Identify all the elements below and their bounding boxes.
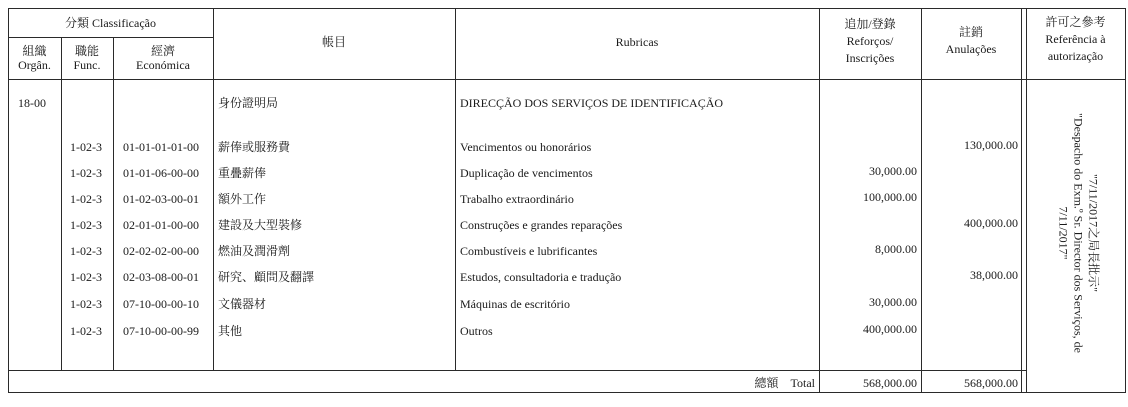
header-reinforce-pt2: Inscrições [845,51,895,65]
header-func-pt: Func. [73,58,101,72]
table-top-border [8,8,1125,9]
col-border-func [113,37,114,371]
header-organ-zh: 組織 [22,44,47,58]
row-econ: 07-10-00-00-99 [123,324,199,338]
row-portuguese: Combustíveis e lubrificantes [460,244,598,258]
header-reference-zh: 許可之參考 [1045,15,1106,29]
row-cancel: 38,000.00 [970,268,1018,282]
authorization-reference [1030,98,1126,368]
total-top-border [8,370,1026,371]
total-cancel: 568,000.00 [964,376,1018,390]
header-bottom-border [8,79,1125,80]
row-func: 1-02-3 [70,244,102,258]
col-border-cancel [1021,8,1022,393]
row-cancel: 400,000.00 [964,216,1018,230]
row-econ: 02-03-08-00-01 [123,270,199,284]
row-portuguese: Máquinas de escritório [460,297,570,311]
authorization-line-1: "7/11/2017之局長批示" [1086,173,1101,293]
header-cancel-pt: Anulações [945,42,997,56]
row-func: 1-02-3 [70,218,102,232]
row-econ: 01-01-06-00-00 [123,166,199,180]
org-code: 18-00 [18,96,46,110]
header-rubricas: Rubricas [615,35,659,49]
row-portuguese: Vencimentos ou honorários [460,140,592,154]
row-func: 1-02-3 [70,270,102,284]
org-name-portuguese: DIRECÇÃO DOS SERVIÇOS DE IDENTIFICAÇÃO [460,96,724,110]
row-func: 1-02-3 [70,192,102,206]
row-portuguese: Trabalho extraordinário [460,192,574,206]
row-func: 1-02-3 [70,324,102,338]
row-portuguese: Construções e grandes reparações [460,218,623,232]
row-econ: 02-01-01-00-00 [123,218,199,232]
row-portuguese: Outros [460,324,493,338]
row-chinese: 文儀器材 [218,297,267,311]
header-account: 帳目 [321,35,346,49]
header-reinforce-zh: 追加/登錄 [844,17,896,31]
row-reinforce: 8,000.00 [875,242,917,256]
row-reinforce: 100,000.00 [863,190,917,204]
col-border-reinforce [921,8,922,393]
row-econ: 07-10-00-00-10 [123,297,199,311]
header-organ-pt: Orgân. [18,58,51,72]
authorization-line-3: 7/11/2017" [1056,206,1071,260]
row-chinese: 研究、顧問及翻譯 [218,270,315,284]
row-chinese: 額外工作 [218,192,267,206]
header-func-zh: 職能 [74,44,99,58]
header-econ-pt: Económica [136,58,190,72]
row-chinese: 其他 [218,324,243,338]
row-econ: 01-02-03-00-01 [123,192,199,206]
row-econ: 02-02-02-00-00 [123,244,199,258]
row-chinese: 燃油及潤滑劑 [218,244,291,258]
row-econ: 01-01-01-01-00 [123,140,199,154]
total-reinforce: 568,000.00 [863,376,917,390]
header-reference-pt2: autorização [1047,49,1104,63]
authorization-text [1056,103,1101,363]
header-classification: 分類 Classificação [65,16,156,30]
classification-divider [8,37,213,38]
col-border-organ [61,37,62,371]
row-cancel: 130,000.00 [964,138,1018,152]
row-chinese: 薪俸或服務費 [218,140,291,154]
row-reinforce: 400,000.00 [863,322,917,336]
header-econ-zh: 經濟 [150,44,175,58]
row-reinforce: 30,000.00 [869,164,917,178]
org-name-chinese: 身份證明局 [218,96,279,110]
row-portuguese: Duplicação de vencimentos [460,166,593,180]
row-chinese: 建設及大型裝修 [218,218,303,232]
row-func: 1-02-3 [70,166,102,180]
col-border-econ [213,8,214,371]
table-bottom-border [8,392,1125,393]
header-cancel-zh: 註銷 [958,25,983,39]
row-func: 1-02-3 [70,297,102,311]
header-reference-pt1: Referência à [1045,32,1106,46]
authorization-line-2: "Despacho do Exm.º Sr. Director dos Serviços, de [1071,113,1086,353]
col-border-account [455,8,456,371]
row-func: 1-02-3 [70,140,102,154]
row-reinforce: 30,000.00 [869,295,917,309]
col-border-cancel-double [1026,8,1027,393]
total-label: 總額 Total [754,376,815,390]
row-portuguese: Estudos, consultadoria e tradução [460,270,622,284]
header-reinforce-pt1: Reforços/ [846,34,894,48]
row-chinese: 重疊薪俸 [218,166,267,180]
